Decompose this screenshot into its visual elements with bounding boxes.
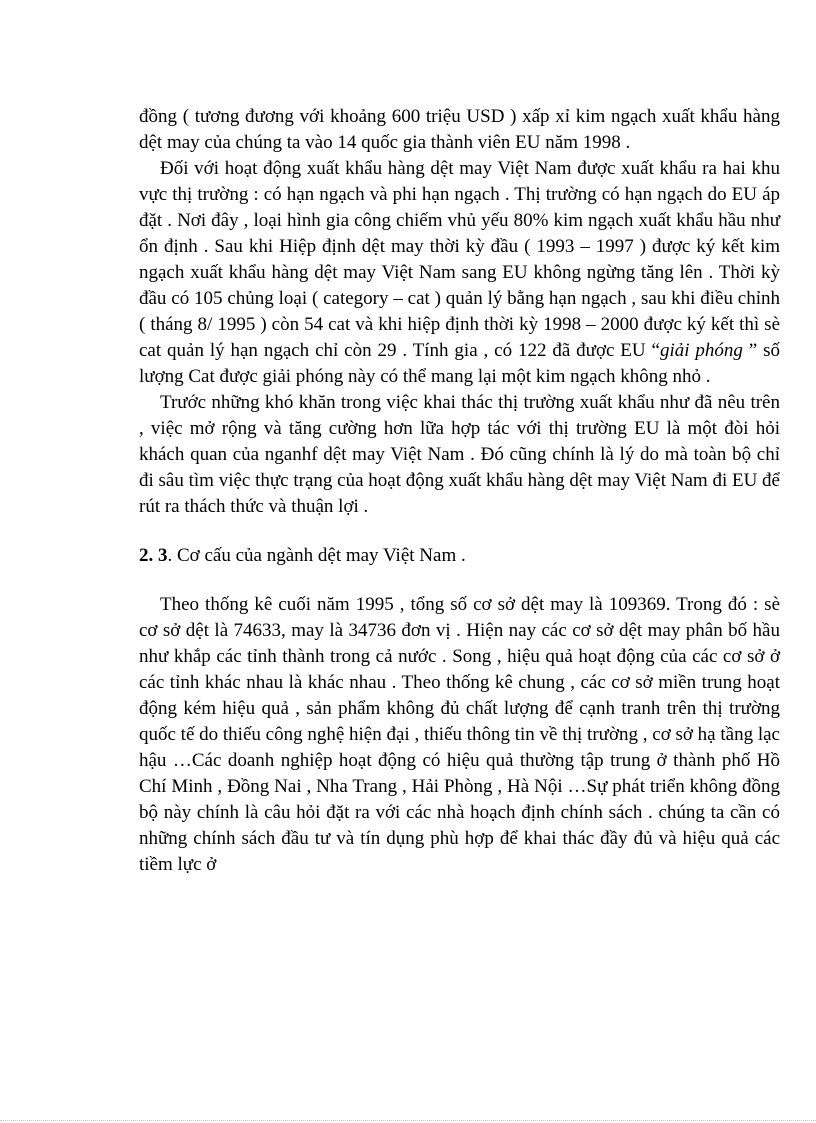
page-body xyxy=(139,104,780,878)
section-number: 2. 3 xyxy=(139,545,168,566)
paragraph-industry-structure: Theo thống kê cuối năm 1995 , tổng số cơ sở dệt may là 109369. Trong đó : sè cơ sở dệt là 74633, may là 34736 đơn vị . Hiện nay các cơ sở dệt may phân bố hầu như khắp các tỉnh thành trong cả nước . Song , hiệu quả hoạt động của các cơ sở ở các tỉnh khác nhau là khác nhau . Theo thống kê chung , các cơ sở miền trung hoạt động kém hiệu quả , sản phẩm không đủ chất lượng để cạnh tranh trên thị trường quốc tế do thiếu công nghệ hiện đại , thiếu thông tin về thị trường , cơ sở hạ tầng lạc hậu …Các doanh nghiệp hoạt động có hiệu quả thường tập trung ở thành phố Hồ Chí Minh , Đồng Nai , Nha Trang , Hải Phòng , Hà Nội …Sự phát triển không đồng bộ này chính là câu hỏi đặt ra với các nhà hoạch định chính sách . chúng ta cần có những chính sách đầu tư và tín dụng phù hợp để khai thác đầy đủ và hiệu quả các tiềm lực ở xyxy=(139,594,780,875)
paragraph-quota-text-end: ” số lượng Cat được giải phóng này có thể mang lại một kim ngạch không nhỏ . xyxy=(139,340,781,387)
paragraph-quota-markets xyxy=(139,156,780,390)
paragraph-eu-cooperation: Trước những khó khăn trong việc khai thác thị trường xuất khẩu như đã nêu trên , việc mở rộng và tăng cường hơn lữa hợp tác với thị trường EU là một đòi hỏi khách quan của nganhf dệt may Việt Nam . Đó cũng chính là lý do mà toàn bộ chỉ đi sâu tìm việc thực trạng của hoạt động xuất khẩu hàng dệt may Việt Nam đi EU để rút ra thách thức và thuận lợi . xyxy=(139,392,780,517)
italic-phrase: giải phóng xyxy=(659,340,743,361)
page-bottom-divider xyxy=(0,1120,816,1121)
section-heading xyxy=(139,543,780,569)
paragraph-quota-text: Đối với hoạt động xuất khẩu hàng dệt may Việt Nam được xuất khẩu ra hai khu vực thị trường : có hạn ngạch và phi hạn ngạch . Thị trường có hạn ngạch do EU áp đặt . Nơi đây , loại hình gia công chiếm vhủ yếu 80% kim ngạch xuất khẩu hầu như ổn định . Sau khi Hiệp định dệt may thời kỳ đầu ( 1993 – 1997 ) được ký kết kim ngạch xuất khẩu hàng dệt may Việt Nam sang EU không ngừng tăng lên . Thời kỳ đầu có 105 chủng loại ( category – cat ) quản lý bằng hạn ngạch , sau khi điều chỉnh ( tháng 8/ 1995 ) còn 54 cat và khi hiệp định thời kỳ 1998 – 2000 được ký kết thì sè cat quản lý hạn ngạch chỉ còn 29 . Tính gia , có 122 đã được EU “ xyxy=(139,158,780,361)
section-title: . Cơ cấu của ngành dệt may Việt Nam . xyxy=(167,545,466,566)
paragraph-export-value: đồng ( tương đương với khoảng 600 triệu USD ) xấp xỉ kim ngạch xuất khẩu hàng dệt may của chúng ta vào 14 quốc gia thành viên EU năm 1998 . xyxy=(139,106,780,153)
